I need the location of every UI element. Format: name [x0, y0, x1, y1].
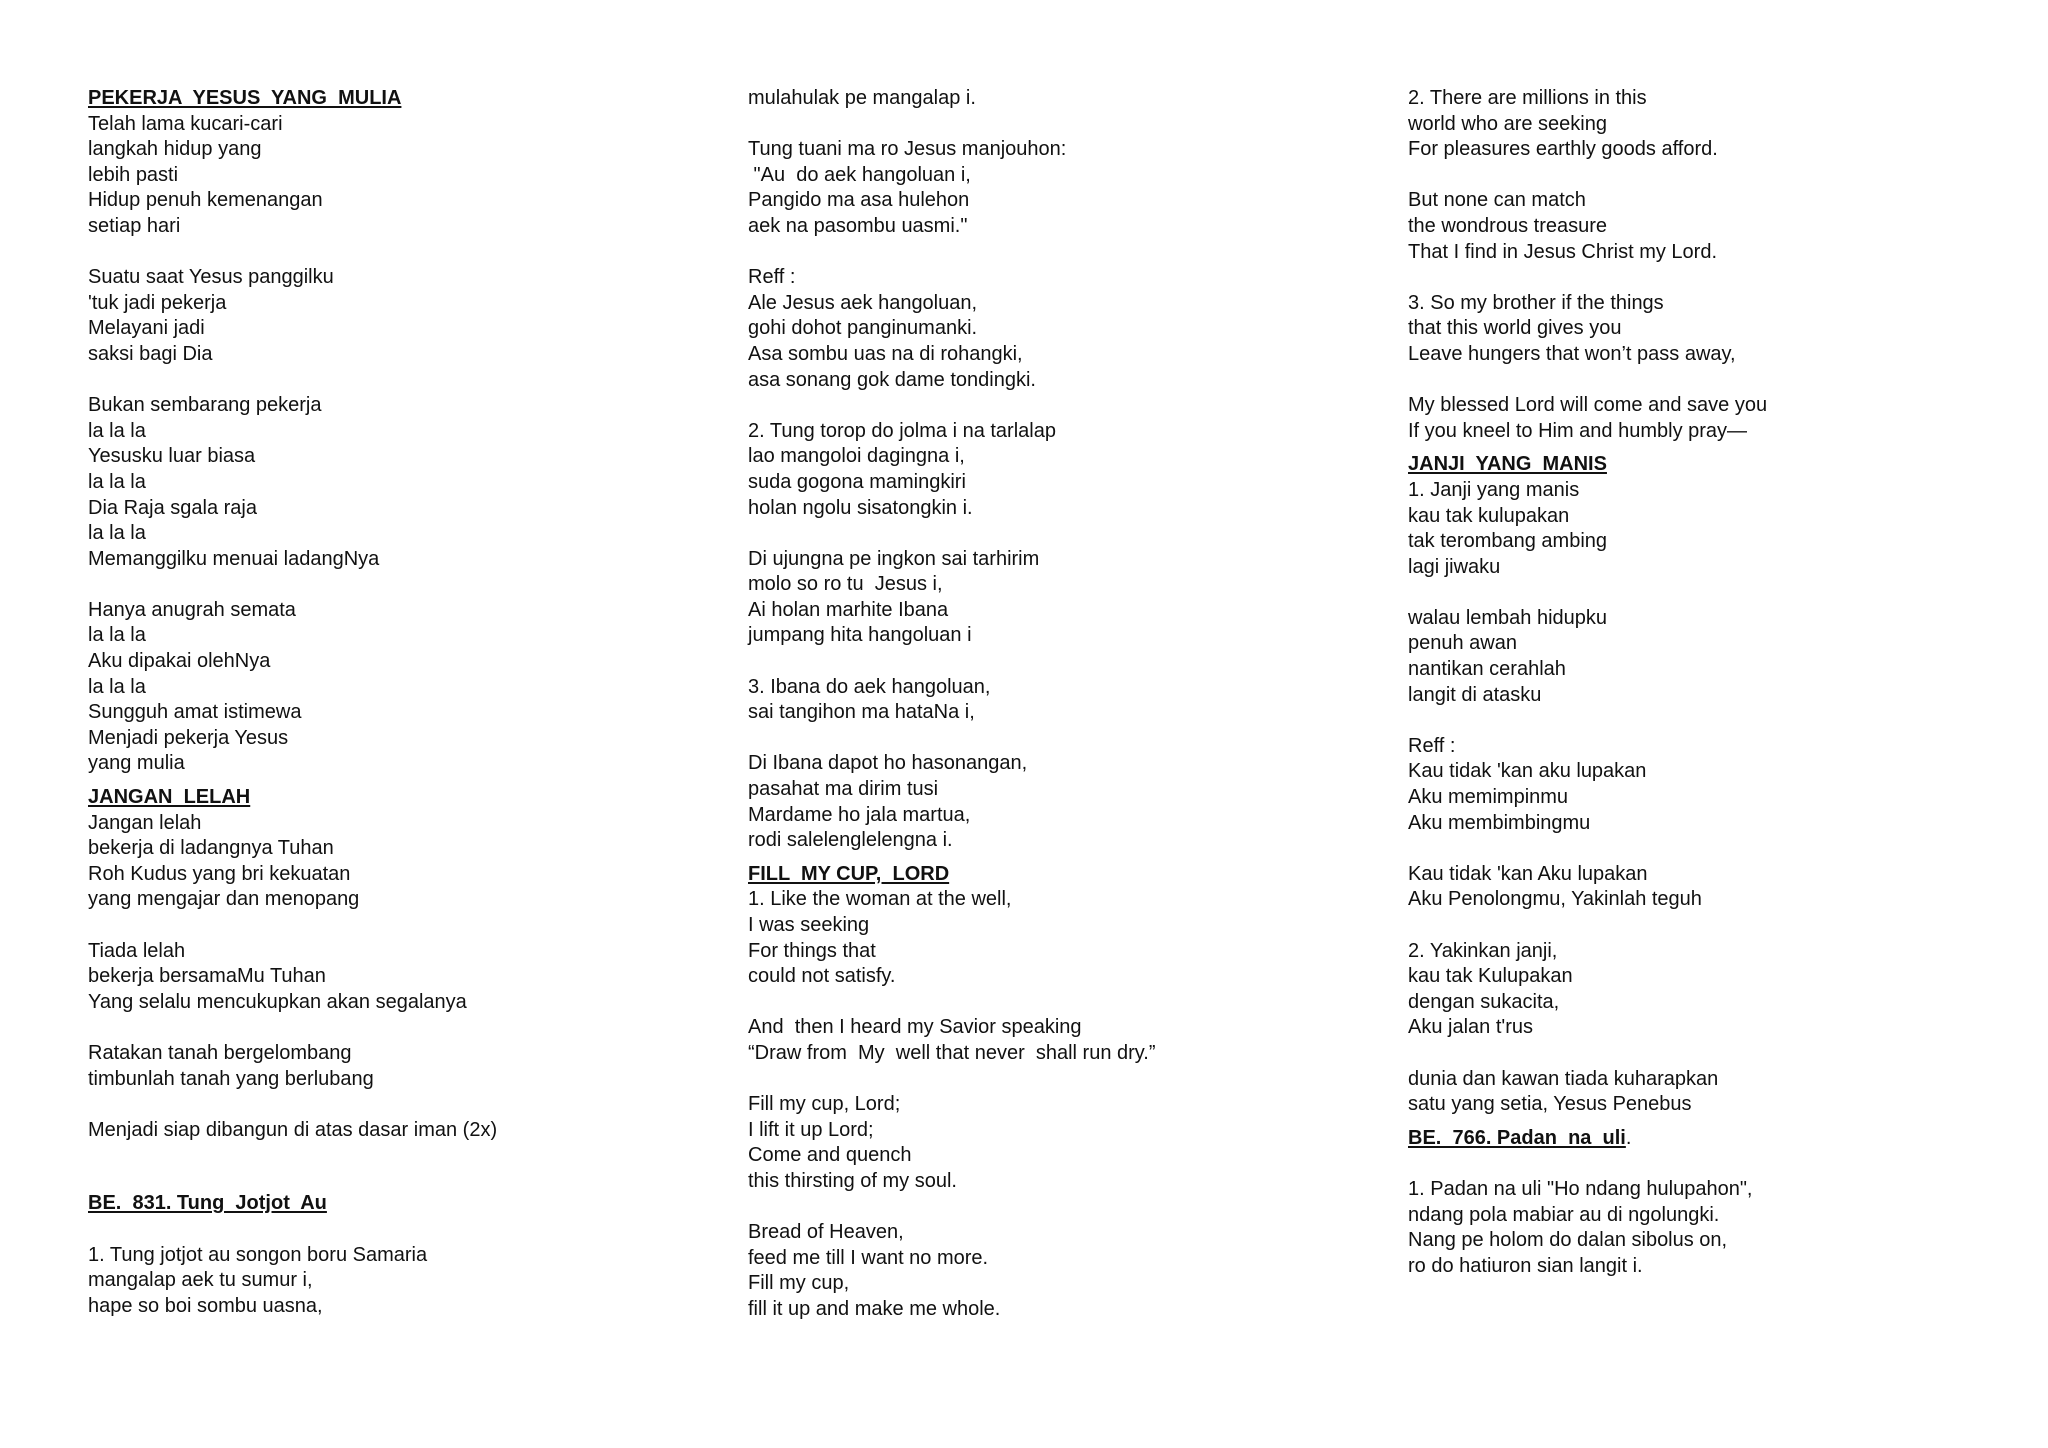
lyric-line: Melayani jadi	[88, 317, 205, 340]
lyric-line: langit di atasku	[1408, 683, 1542, 706]
lyric-line: langkah hidup yang	[88, 138, 262, 161]
lyric-line: kau tak kulupakan	[1408, 504, 1570, 527]
lyric-line: kau tak Kulupakan	[1408, 965, 1573, 988]
lyric-line: Di Ibana dapot ho hasonangan,	[748, 752, 1028, 775]
lyric-line: For things that	[748, 939, 876, 962]
column-2	[748, 86, 1368, 1323]
song-title: FILL MY CUP, LORD	[748, 862, 950, 885]
lyric-line: gohi dohot panginumanki.	[748, 317, 978, 340]
lyric-line: pasahat ma dirim tusi	[748, 778, 939, 801]
lyric-line: Di ujungna pe ingkon sai tarhirim	[748, 547, 1040, 570]
title-suffix: .	[1625, 1126, 1632, 1149]
lyric-line: Ai holan marhite Ibana	[748, 598, 949, 621]
lyric-line: Roh Kudus yang bri kekuatan	[88, 862, 351, 885]
stanza	[1408, 393, 2008, 444]
lyric-line: 2. Tung torop do jolma i na tarlalap	[748, 419, 1056, 442]
lyric-line: I was seeking	[748, 914, 870, 936]
lyric-line: ndang pola mabiar au di ngolungki.	[1408, 1203, 1720, 1226]
stanza	[748, 1220, 1368, 1322]
lyric-line: That I find in Jesus Christ my Lord.	[1408, 240, 1718, 263]
stanza	[748, 1015, 1368, 1066]
lyric-line: yang mulia	[88, 752, 185, 775]
lyric-line: Mardame ho jala martua,	[748, 803, 971, 826]
lyric-line: asa sonang gok dame tondingki.	[748, 368, 1036, 391]
lyric-line: 1. Janji yang manis	[1408, 478, 1580, 501]
stanza	[1408, 862, 2008, 913]
lyric-line: 3. Ibana do aek hangoluan,	[748, 675, 991, 698]
lyric-line: rodi salelenglelengna i.	[748, 829, 953, 852]
stanza	[88, 265, 688, 367]
lyric-line: Bread of Heaven,	[748, 1221, 904, 1244]
lyric-line: Menjadi pekerja Yesus	[88, 726, 289, 749]
lyric-line: Bukan sembarang pekerja	[88, 394, 322, 417]
stanza	[1408, 291, 2008, 368]
lyric-line: setiap hari	[88, 214, 181, 237]
lyric-line: Aku membimbingmu	[1408, 811, 1591, 834]
stanza	[748, 675, 1368, 726]
stanza	[88, 598, 688, 777]
lyric-line: Come and quench	[748, 1144, 912, 1167]
stanza	[748, 419, 1368, 521]
lyric-line: Sungguh amat istimewa	[88, 701, 302, 724]
song-fill-my-cup	[748, 862, 1368, 1323]
lyric-line: But none can match	[1408, 189, 1586, 212]
lyric-line: feed me till I want no more.	[748, 1246, 989, 1269]
lyric-line: fill it up and make me whole.	[748, 1297, 1001, 1320]
stanza	[88, 811, 688, 913]
lyric-line: Suatu saat Yesus panggilku	[88, 266, 334, 289]
song-be-831-continued	[748, 86, 1368, 854]
lyric-line: 'tuk jadi pekerja	[88, 291, 227, 314]
lyric-line: bekerja bersamaMu Tuhan	[88, 965, 326, 988]
lyric-line: Tung tuani ma ro Jesus manjouhon:	[748, 138, 1067, 161]
lyric-line: 1. Like the woman at the well,	[748, 888, 1012, 911]
lyric-line: walau lembah hidupku	[1408, 606, 1608, 629]
stanza	[1408, 939, 2008, 1041]
lyric-line: bekerja di ladangnya Tuhan	[88, 837, 334, 860]
lyric-line: Nang pe holom do dalan sibolus on,	[1408, 1229, 1728, 1252]
lyric-line: molo so ro tu Jesus i,	[748, 573, 943, 596]
lyric-line: dengan sukacita,	[1408, 990, 1560, 1013]
lyric-line: If you kneel to Him and humbly pray—	[1408, 419, 1748, 442]
lyric-line: aek na pasombu uasmi."	[748, 214, 968, 237]
song-janji-yang-manis	[1408, 452, 2008, 1117]
stanza	[88, 393, 688, 572]
lyric-line: Aku Penolongmu, Yakinlah teguh	[1408, 888, 1702, 911]
lyric-line: dunia dan kawan tiada kuharapkan	[1408, 1067, 1719, 1090]
lyric-line: Ale Jesus aek hangoluan,	[748, 291, 978, 314]
lyric-line: mulahulak pe mangalap i.	[748, 87, 976, 109]
lyric-line: My blessed Lord will come and save you	[1408, 394, 1768, 417]
stanza	[1408, 86, 2008, 163]
stanza	[88, 1041, 688, 1092]
lyric-line: “Draw from My well that never shall run dry.”	[748, 1041, 1156, 1064]
stanza	[748, 547, 1368, 649]
stanza	[88, 1243, 688, 1320]
lyric-line: Jangan lelah	[88, 811, 202, 834]
lyric-line: tak terombang ambing	[1408, 530, 1608, 553]
lyric-line: Yang selalu mencukupkan akan segalanya	[88, 990, 467, 1013]
lyric-line: lao mangoloi dagingna i,	[748, 445, 965, 468]
lyric-line: Menjadi siap dibangun di atas dasar iman (2x)	[88, 1118, 498, 1141]
lyric-line: I lift it up Lord;	[748, 1118, 874, 1141]
lyric-line: Aku memimpinmu	[1408, 786, 1569, 809]
song-be-831	[88, 1191, 688, 1319]
lyric-line: Asa sombu uas na di rohangki,	[748, 342, 1023, 365]
lyric-line: 3. So my brother if the things	[1408, 291, 1664, 314]
stanza	[748, 86, 1368, 112]
lyric-line: hape so boi sombu uasna,	[88, 1294, 323, 1317]
song-title: JANJI YANG MANIS	[1408, 453, 1607, 476]
song-pekerja-yesus	[88, 86, 688, 777]
lyric-line: la la la	[88, 675, 146, 698]
lyric-line: 1. Tung jotjot au songon boru Samaria	[88, 1243, 428, 1266]
lyric-line: Tiada lelah	[88, 939, 186, 962]
song-title: BE. 831. Tung Jotjot Au	[88, 1192, 327, 1215]
lyric-line: the wondrous treasure	[1408, 214, 1608, 237]
stanza	[1408, 1177, 2008, 1279]
lyric-line: Fill my cup,	[748, 1272, 850, 1295]
lyric-line: la la la	[88, 470, 146, 493]
lyric-line: Telah lama kucari-cari	[88, 112, 283, 135]
stanza	[1408, 606, 2008, 708]
song-be-766	[1408, 1126, 2008, 1280]
lyric-line: yang mengajar dan menopang	[88, 888, 360, 911]
lyric-line: mangalap aek tu sumur i,	[88, 1269, 313, 1292]
lyric-line: Fill my cup, Lord;	[748, 1093, 901, 1116]
lyric-line: 1. Padan na uli "Ho ndang hulupahon",	[1408, 1177, 1753, 1200]
song-title: PEKERJA YESUS YANG MULIA	[88, 87, 402, 109]
song-title-row	[1408, 1126, 2008, 1152]
lyric-line: jumpang hita hangoluan i	[748, 624, 972, 647]
song-title: BE. 766. Padan na uli	[1408, 1126, 1626, 1149]
stanza	[88, 939, 688, 1016]
lyric-line: suda gogona mamingkiri	[748, 470, 966, 493]
lyric-line: could not satisfy.	[748, 965, 896, 988]
lyric-line: la la la	[88, 419, 146, 442]
lyric-line: ro do hatiuron sian langit i.	[1408, 1254, 1643, 1277]
stanza	[1408, 478, 2008, 580]
song-title: JANGAN LELAH	[88, 786, 251, 809]
stanza	[748, 1092, 1368, 1194]
lyric-line: sai tangihon ma hataNa i,	[748, 701, 975, 724]
lyric-line: penuh awan	[1408, 632, 1517, 655]
lyric-line: lagi jiwaku	[1408, 555, 1501, 578]
lyric-line: Hidup penuh kemenangan	[88, 189, 323, 212]
song-jangan-lelah	[88, 785, 688, 1143]
lyric-line: Reff :	[1408, 734, 1456, 757]
lyric-line: lebih pasti	[88, 163, 179, 186]
lyric-line: Kau tidak 'kan aku lupakan	[1408, 760, 1647, 783]
stanza	[1408, 734, 2008, 836]
stanza	[1408, 188, 2008, 265]
lyric-line: Kau tidak 'kan Aku lupakan	[1408, 862, 1648, 885]
lyric-line: And then I heard my Savior speaking	[748, 1016, 1082, 1039]
lyric-line: holan ngolu sisatongkin i.	[748, 496, 973, 519]
column-3	[1408, 86, 2008, 1279]
lyric-line: 2. Yakinkan janji,	[1408, 939, 1558, 962]
lyric-line: timbunlah tanah yang berlubang	[88, 1067, 374, 1090]
lyric-line: saksi bagi Dia	[88, 342, 213, 365]
lyric-line: Dia Raja sgala raja	[88, 496, 257, 519]
column-1	[88, 86, 688, 1319]
lyric-line: world who are seeking	[1408, 112, 1607, 135]
lyric-line: nantikan cerahlah	[1408, 658, 1566, 681]
stanza	[748, 137, 1368, 239]
stanza	[748, 887, 1368, 989]
lyric-line: For pleasures earthly goods afford.	[1408, 138, 1718, 161]
stanza	[88, 112, 688, 240]
lyric-line: Reff :	[748, 266, 796, 289]
lyric-line: "Au do aek hangoluan i,	[748, 163, 971, 186]
lyric-line: satu yang setia, Yesus Penebus	[1408, 1093, 1692, 1116]
stanza	[1408, 1067, 2008, 1118]
lyric-line: Leave hungers that won’t pass away,	[1408, 342, 1736, 365]
lyric-line: Pangido ma asa hulehon	[748, 189, 970, 212]
lyric-line: Memanggilku menuai ladangNya	[88, 547, 380, 570]
lyric-line: Aku dipakai olehNya	[88, 650, 271, 673]
lyric-line: la la la	[88, 522, 146, 545]
song-fill-my-cup-continued	[1408, 86, 2008, 444]
stanza	[748, 751, 1368, 853]
lyric-line: this thirsting of my soul.	[748, 1169, 957, 1192]
lyric-line: Yesusku luar biasa	[88, 445, 256, 468]
stanza	[88, 1118, 688, 1144]
lyric-line: Ratakan tanah bergelombang	[88, 1041, 352, 1064]
stanza	[748, 265, 1368, 393]
lyric-line: la la la	[88, 624, 146, 647]
lyric-line: Hanya anugrah semata	[88, 598, 296, 621]
lyric-line: Aku jalan t'rus	[1408, 1016, 1533, 1039]
lyric-line: 2. There are millions in this	[1408, 87, 1647, 109]
lyric-line: that this world gives you	[1408, 317, 1622, 340]
